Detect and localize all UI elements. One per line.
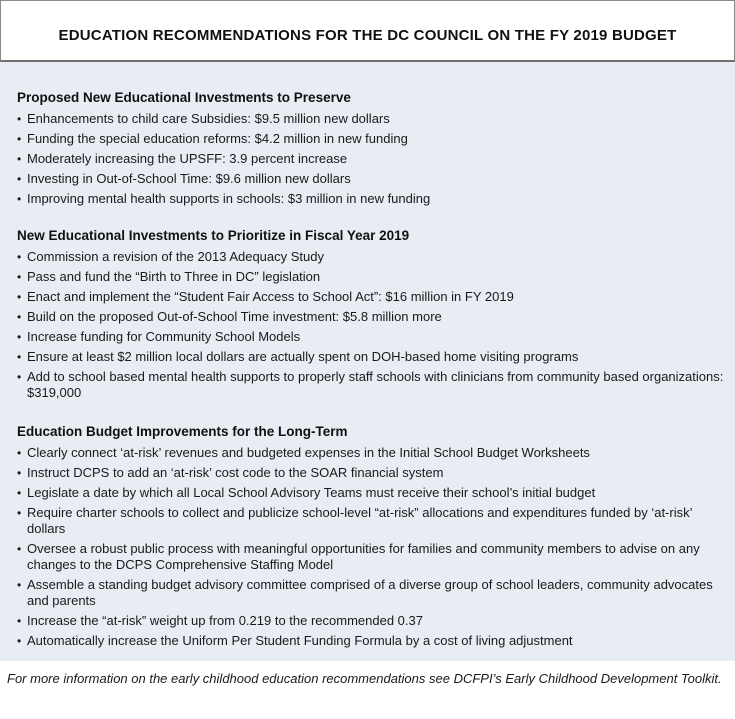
list-item (17, 111, 729, 127)
footnote: For more information on the early childhood education recommendations see DCFPI’s Early Childhood Development Toolkit. (7, 671, 722, 686)
bullet-list (17, 445, 729, 649)
section-heading: Education Budget Improvements for the Long-Term (17, 424, 348, 439)
bullet-icon: • (17, 192, 22, 206)
list-item (17, 309, 729, 325)
list-item-text: Clearly connect ‘at-risk’ revenues and budgeted expenses in the Initial School Budget Worksheets (27, 445, 590, 460)
list-item (17, 541, 729, 573)
bullet-icon: • (17, 614, 22, 628)
bullet-icon: • (17, 132, 22, 146)
list-item-text: Enact and implement the “Student Fair Access to School Act”: $16 million in FY 2019 (27, 289, 514, 304)
list-item-text: Build on the proposed Out-of-School Time investment: $5.8 million more (27, 309, 442, 324)
list-item (17, 577, 729, 609)
list-item-text: Improving mental health supports in schools: $3 million in new funding (27, 191, 431, 206)
list-item-text: Add to school based mental health supports to properly staff schools with clinicians from community based organizations: $319,000 (27, 369, 724, 400)
bullet-list (17, 111, 729, 207)
list-item-text: Require charter schools to collect and publicize school-level “at-risk” allocations and expenditures funded by ‘at-risk’ dollars (27, 505, 693, 536)
bullet-icon: • (17, 290, 22, 304)
list-item-text: Moderately increasing the UPSFF: 3.9 percent increase (27, 151, 348, 166)
bullet-icon: • (17, 506, 22, 520)
section-long-term (17, 422, 729, 649)
document-title: EDUCATION RECOMMENDATIONS FOR THE DC COUNCIL ON THE FY 2019 BUDGET (58, 26, 677, 44)
list-item (17, 633, 729, 649)
list-item-text: Funding the special education reforms: $4.2 million in new funding (27, 131, 408, 146)
list-item-text: Pass and fund the “Birth to Three in DC” legislation (27, 269, 321, 284)
section-preserve (17, 88, 729, 207)
list-item (17, 171, 729, 187)
title-box (0, 0, 735, 62)
list-item (17, 249, 729, 265)
list-item-text: Oversee a robust public process with meaningful opportunities for families and community members to advise on any changes to the DCPS Comprehensive Staffing Model (27, 541, 700, 572)
bullet-icon: • (17, 466, 22, 480)
list-item (17, 465, 729, 481)
bullet-icon: • (17, 270, 22, 284)
list-item (17, 369, 729, 401)
list-item (17, 349, 729, 365)
list-item-text: Automatically increase the Uniform Per Student Funding Formula by a cost of living adjustment (27, 633, 573, 648)
list-item (17, 329, 729, 345)
bullet-icon: • (17, 578, 22, 592)
bullet-icon: • (17, 370, 22, 384)
list-item (17, 131, 729, 147)
bullet-icon: • (17, 634, 22, 648)
bullet-icon: • (17, 486, 22, 500)
bullet-icon: • (17, 152, 22, 166)
list-item-text: Increase funding for Community School Models (27, 329, 301, 344)
bullet-icon: • (17, 350, 22, 364)
section-heading: New Educational Investments to Prioritize in Fiscal Year 2019 (17, 228, 410, 243)
list-item (17, 151, 729, 167)
list-item (17, 445, 729, 461)
list-item (17, 505, 729, 537)
list-item (17, 269, 729, 285)
list-item-text: Legislate a date by which all Local School Advisory Teams must receive their school’s initial budget (27, 485, 596, 500)
bullet-icon: • (17, 330, 22, 344)
list-item (17, 191, 729, 207)
list-item-text: Instruct DCPS to add an ‘at-risk’ cost code to the SOAR financial system (27, 465, 444, 480)
section-prioritize (17, 226, 729, 401)
list-item (17, 485, 729, 501)
section-heading: Proposed New Educational Investments to Preserve (17, 90, 351, 105)
bullet-icon: • (17, 542, 22, 556)
list-item-text: Enhancements to child care Subsidies: $9.5 million new dollars (27, 111, 390, 126)
bullet-icon: • (17, 112, 22, 126)
list-item-text: Assemble a standing budget advisory committee comprised of a diverse group of school leaders, community advocates and parents (27, 577, 713, 608)
list-item (17, 613, 729, 629)
bullet-list (17, 249, 729, 401)
bullet-icon: • (17, 310, 22, 324)
list-item (17, 289, 729, 305)
bullet-icon: • (17, 446, 22, 460)
bullet-icon: • (17, 250, 22, 264)
list-item-text: Increase the “at-risk” weight up from 0.219 to the recommended 0.37 (27, 613, 423, 628)
list-item-text: Commission a revision of the 2013 Adequacy Study (27, 249, 325, 264)
list-item-text: Ensure at least $2 million local dollars are actually spent on DOH-based home visiting programs (27, 349, 579, 364)
bullet-icon: • (17, 172, 22, 186)
list-item-text: Investing in Out-of-School Time: $9.6 million new dollars (27, 171, 351, 186)
